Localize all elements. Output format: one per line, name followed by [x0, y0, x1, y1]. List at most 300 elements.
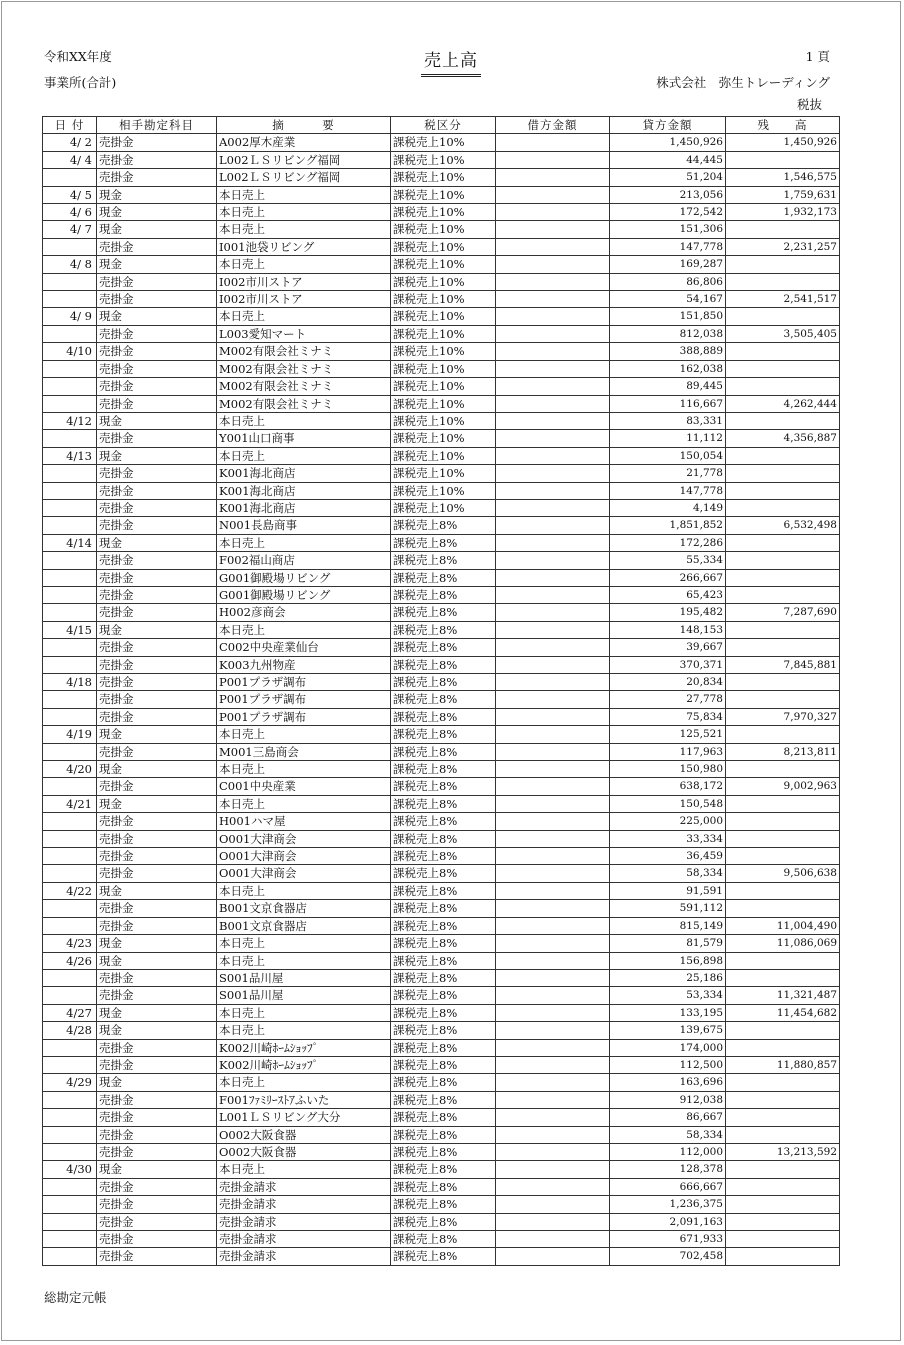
balance-cell: 7,845,881 [726, 656, 840, 673]
account-cell: 現金 [97, 447, 217, 464]
table-row [43, 848, 840, 865]
table-row [43, 1056, 840, 1073]
description-cell: 本日売上 [217, 952, 391, 969]
date-cell [43, 604, 97, 621]
debit-cell [496, 1039, 610, 1056]
description-cell: I002市川ストア [217, 273, 391, 290]
balance-cell [726, 378, 840, 395]
date-cell [43, 169, 97, 186]
account-cell: 売掛金 [97, 1126, 217, 1143]
tax-category-cell: 課税売上8% [391, 743, 496, 760]
credit-cell: 638,172 [610, 778, 726, 795]
debit-cell [496, 273, 610, 290]
description-cell: 売掛金請求 [217, 1196, 391, 1213]
account-cell: 売掛金 [97, 1231, 217, 1248]
date-cell: 4/10 [43, 343, 97, 360]
debit-cell [496, 151, 610, 168]
table-row [43, 604, 840, 621]
description-cell: M002有限会社ミナミ [217, 378, 391, 395]
table-row [43, 186, 840, 203]
tax-category-cell: 課税売上8% [391, 882, 496, 899]
table-row [43, 674, 840, 691]
date-cell [43, 482, 97, 499]
account-cell: 売掛金 [97, 639, 217, 656]
description-cell: Y001山口商事 [217, 430, 391, 447]
balance-cell: 11,454,682 [726, 1004, 840, 1021]
debit-cell [496, 395, 610, 412]
description-cell: 本日売上 [217, 256, 391, 273]
account-cell: 売掛金 [97, 674, 217, 691]
description-cell: 本日売上 [217, 186, 391, 203]
date-cell [43, 1248, 97, 1265]
balance-cell [726, 830, 840, 847]
balance-cell [726, 151, 840, 168]
table-row [43, 378, 840, 395]
account-cell: 現金 [97, 221, 217, 238]
balance-cell [726, 412, 840, 429]
credit-cell: 112,500 [610, 1056, 726, 1073]
balance-cell [726, 1213, 840, 1230]
date-cell [43, 586, 97, 603]
description-cell: 本日売上 [217, 621, 391, 638]
table-row [43, 291, 840, 308]
date-cell: 4/18 [43, 674, 97, 691]
account-cell: 売掛金 [97, 1213, 217, 1230]
tax-category-cell: 課税売上10% [391, 360, 496, 377]
balance-cell: 9,506,638 [726, 865, 840, 882]
balance-cell: 4,262,444 [726, 395, 840, 412]
tax-category-cell: 課税売上8% [391, 691, 496, 708]
credit-cell: 25,186 [610, 969, 726, 986]
account-cell: 現金 [97, 621, 217, 638]
account-cell: 売掛金 [97, 604, 217, 621]
credit-cell: 174,000 [610, 1039, 726, 1056]
debit-cell [496, 482, 610, 499]
tax-category-cell: 課税売上8% [391, 795, 496, 812]
table-row [43, 726, 840, 743]
table-row [43, 621, 840, 638]
credit-cell: 151,850 [610, 308, 726, 325]
balance-cell: 11,086,069 [726, 935, 840, 952]
date-cell [43, 813, 97, 830]
credit-cell: 54,167 [610, 291, 726, 308]
tax-category-cell: 課税売上8% [391, 604, 496, 621]
account-cell: 売掛金 [97, 482, 217, 499]
credit-cell: 172,542 [610, 204, 726, 221]
date-cell: 4/12 [43, 412, 97, 429]
credit-cell: 91,591 [610, 882, 726, 899]
table-row [43, 238, 840, 255]
description-cell: 本日売上 [217, 221, 391, 238]
debit-cell [496, 813, 610, 830]
table-row [43, 534, 840, 551]
description-cell: 本日売上 [217, 882, 391, 899]
balance-cell: 11,880,857 [726, 1056, 840, 1073]
tax-category-cell: 課税売上8% [391, 1231, 496, 1248]
debit-cell [496, 1213, 610, 1230]
tax-category-cell: 課税売上10% [391, 412, 496, 429]
date-cell [43, 639, 97, 656]
balance-cell [726, 1022, 840, 1039]
tax-category-cell: 課税売上8% [391, 639, 496, 656]
date-cell [43, 465, 97, 482]
date-cell [43, 1056, 97, 1073]
credit-cell: 139,675 [610, 1022, 726, 1039]
tax-category-cell: 課税売上8% [391, 1178, 496, 1195]
table-row [43, 204, 840, 221]
table-row [43, 935, 840, 952]
credit-cell: 195,482 [610, 604, 726, 621]
account-cell: 現金 [97, 952, 217, 969]
date-cell [43, 291, 97, 308]
date-cell [43, 430, 97, 447]
table-row [43, 430, 840, 447]
table-row [43, 900, 840, 917]
account-cell: 売掛金 [97, 708, 217, 725]
table-row [43, 482, 840, 499]
date-cell: 4/26 [43, 952, 97, 969]
account-cell: 売掛金 [97, 1178, 217, 1195]
date-cell [43, 865, 97, 882]
debit-cell [496, 586, 610, 603]
date-cell [43, 987, 97, 1004]
credit-cell: 591,112 [610, 900, 726, 917]
description-cell: I002市川ストア [217, 291, 391, 308]
account-cell: 売掛金 [97, 1196, 217, 1213]
credit-cell: 151,306 [610, 221, 726, 238]
table-row [43, 517, 840, 534]
account-cell: 売掛金 [97, 291, 217, 308]
balance-cell: 9,002,963 [726, 778, 840, 795]
credit-cell: 225,000 [610, 813, 726, 830]
description-cell: B001文京食器店 [217, 917, 391, 934]
date-cell: 4/29 [43, 1074, 97, 1091]
page-title-text: 売上高 [421, 46, 481, 77]
balance-cell [726, 761, 840, 778]
credit-cell: 156,898 [610, 952, 726, 969]
balance-cell: 1,546,575 [726, 169, 840, 186]
description-cell: H002彦商会 [217, 604, 391, 621]
debit-cell [496, 726, 610, 743]
debit-cell [496, 1196, 610, 1213]
account-cell: 売掛金 [97, 169, 217, 186]
credit-cell: 169,287 [610, 256, 726, 273]
credit-cell: 812,038 [610, 325, 726, 342]
header-row [43, 117, 840, 134]
tax-category-cell: 課税売上8% [391, 1161, 496, 1178]
balance-cell [726, 621, 840, 638]
credit-cell: 128,378 [610, 1161, 726, 1178]
account-cell: 売掛金 [97, 987, 217, 1004]
balance-cell [726, 586, 840, 603]
col-date: 日 付 [43, 117, 97, 134]
credit-cell: 51,204 [610, 169, 726, 186]
tax-category-cell: 課税売上10% [391, 378, 496, 395]
account-cell: 現金 [97, 204, 217, 221]
description-cell: I001池袋リビング [217, 238, 391, 255]
account-cell: 現金 [97, 256, 217, 273]
description-cell: C002中央産業仙台 [217, 639, 391, 656]
col-debit: 借方金額 [496, 117, 610, 134]
description-cell: 売掛金請求 [217, 1178, 391, 1195]
debit-cell [496, 238, 610, 255]
date-cell: 4/ 7 [43, 221, 97, 238]
credit-cell: 58,334 [610, 1126, 726, 1143]
balance-cell [726, 221, 840, 238]
account-cell: 売掛金 [97, 151, 217, 168]
balance-cell [726, 569, 840, 586]
description-cell: O001大津商会 [217, 848, 391, 865]
description-cell: 本日売上 [217, 412, 391, 429]
tax-category-cell: 課税売上8% [391, 1091, 496, 1108]
date-cell [43, 517, 97, 534]
date-cell [43, 830, 97, 847]
table-row [43, 813, 840, 830]
description-cell: A002厚木産業 [217, 134, 391, 151]
description-cell: O002大阪食器 [217, 1126, 391, 1143]
tax-category-cell: 課税売上10% [391, 447, 496, 464]
balance-cell [726, 795, 840, 812]
balance-cell [726, 1196, 840, 1213]
account-cell: 売掛金 [97, 1143, 217, 1160]
debit-cell [496, 935, 610, 952]
balance-cell: 11,004,490 [726, 917, 840, 934]
credit-cell: 86,806 [610, 273, 726, 290]
description-cell: K002川崎ﾎｰﾑｼｮｯﾌﾟ [217, 1056, 391, 1073]
credit-cell: 33,334 [610, 830, 726, 847]
debit-cell [496, 882, 610, 899]
date-cell [43, 1126, 97, 1143]
tax-category-cell: 課税売上8% [391, 1074, 496, 1091]
account-cell: 現金 [97, 1161, 217, 1178]
credit-cell: 702,458 [610, 1248, 726, 1265]
account-cell: 売掛金 [97, 743, 217, 760]
account-cell: 売掛金 [97, 1091, 217, 1108]
account-cell: 売掛金 [97, 691, 217, 708]
table-row [43, 1213, 840, 1230]
description-cell: B001文京食器店 [217, 900, 391, 917]
tax-category-cell: 課税売上8% [391, 987, 496, 1004]
tax-category-cell: 課税売上10% [391, 204, 496, 221]
description-cell: 本日売上 [217, 447, 391, 464]
credit-cell: 75,834 [610, 708, 726, 725]
table-row [43, 395, 840, 412]
date-cell [43, 743, 97, 760]
credit-cell: 36,459 [610, 848, 726, 865]
credit-cell: 125,521 [610, 726, 726, 743]
tax-category-cell: 課税売上8% [391, 656, 496, 673]
tax-category-cell: 課税売上8% [391, 708, 496, 725]
description-cell: F002福山商店 [217, 552, 391, 569]
date-cell [43, 273, 97, 290]
balance-cell [726, 969, 840, 986]
description-cell: 売掛金請求 [217, 1248, 391, 1265]
debit-cell [496, 639, 610, 656]
balance-cell [726, 499, 840, 516]
table-row [43, 865, 840, 882]
ledger-page [1, 1, 901, 1341]
account-cell: 売掛金 [97, 1039, 217, 1056]
date-cell [43, 378, 97, 395]
description-cell: 本日売上 [217, 726, 391, 743]
date-cell [43, 1196, 97, 1213]
account-cell: 売掛金 [97, 830, 217, 847]
balance-cell [726, 308, 840, 325]
description-cell: 本日売上 [217, 204, 391, 221]
table-row [43, 586, 840, 603]
account-cell: 売掛金 [97, 465, 217, 482]
ledger-header [43, 117, 840, 134]
debit-cell [496, 795, 610, 812]
tax-category-cell: 課税売上8% [391, 1109, 496, 1126]
balance-cell [726, 691, 840, 708]
credit-cell: 53,334 [610, 987, 726, 1004]
credit-cell: 163,696 [610, 1074, 726, 1091]
debit-cell [496, 186, 610, 203]
credit-cell: 912,038 [610, 1091, 726, 1108]
balance-cell: 1,450,926 [726, 134, 840, 151]
account-cell: 現金 [97, 726, 217, 743]
balance-cell: 13,213,592 [726, 1143, 840, 1160]
account-cell: 現金 [97, 412, 217, 429]
credit-cell: 266,667 [610, 569, 726, 586]
description-cell: 本日売上 [217, 308, 391, 325]
description-cell: K001海北商店 [217, 465, 391, 482]
date-cell: 4/ 5 [43, 186, 97, 203]
table-row [43, 656, 840, 673]
credit-cell: 83,331 [610, 412, 726, 429]
credit-cell: 671,933 [610, 1231, 726, 1248]
balance-cell [726, 360, 840, 377]
table-row [43, 1178, 840, 1195]
table-row [43, 1161, 840, 1178]
balance-cell [726, 465, 840, 482]
description-cell: 本日売上 [217, 1161, 391, 1178]
credit-cell: 27,778 [610, 691, 726, 708]
balance-cell [726, 848, 840, 865]
credit-cell: 117,963 [610, 743, 726, 760]
tax-category-cell: 課税売上10% [391, 325, 496, 342]
table-row [43, 830, 840, 847]
tax-category-cell: 課税売上10% [391, 186, 496, 203]
balance-cell: 4,356,887 [726, 430, 840, 447]
account-cell: 現金 [97, 761, 217, 778]
credit-cell: 213,056 [610, 186, 726, 203]
debit-cell [496, 830, 610, 847]
tax-category-cell: 課税売上10% [391, 343, 496, 360]
tax-category-cell: 課税売上8% [391, 1022, 496, 1039]
account-cell: 現金 [97, 935, 217, 952]
table-row [43, 412, 840, 429]
tax-category-cell: 課税売上8% [391, 1056, 496, 1073]
account-cell: 現金 [97, 534, 217, 551]
date-cell: 4/20 [43, 761, 97, 778]
debit-cell [496, 412, 610, 429]
balance-cell [726, 1161, 840, 1178]
debit-cell [496, 865, 610, 882]
balance-cell [726, 813, 840, 830]
balance-cell [726, 674, 840, 691]
table-row [43, 308, 840, 325]
date-cell [43, 848, 97, 865]
ledger-table [42, 116, 840, 1266]
tax-category-cell: 課税売上10% [391, 238, 496, 255]
debit-cell [496, 430, 610, 447]
table-row [43, 1022, 840, 1039]
date-cell [43, 552, 97, 569]
debit-cell [496, 674, 610, 691]
debit-cell [496, 169, 610, 186]
balance-cell: 7,287,690 [726, 604, 840, 621]
balance-cell [726, 534, 840, 551]
credit-cell: 1,851,852 [610, 517, 726, 534]
table-row [43, 552, 840, 569]
table-row [43, 952, 840, 969]
date-cell [43, 691, 97, 708]
table-row [43, 221, 840, 238]
debit-cell [496, 1004, 610, 1021]
tax-category-cell: 課税売上10% [391, 430, 496, 447]
tax-category-cell: 課税売上8% [391, 1004, 496, 1021]
table-row [43, 708, 840, 725]
credit-cell: 4,149 [610, 499, 726, 516]
debit-cell [496, 708, 610, 725]
account-cell: 売掛金 [97, 1056, 217, 1073]
tax-category-cell: 課税売上8% [391, 917, 496, 934]
description-cell: K003九州物産 [217, 656, 391, 673]
balance-cell: 8,213,811 [726, 743, 840, 760]
debit-cell [496, 1109, 610, 1126]
credit-cell: 39,667 [610, 639, 726, 656]
description-cell: L002ＬＳリビング福岡 [217, 151, 391, 168]
table-row [43, 569, 840, 586]
date-cell [43, 708, 97, 725]
debit-cell [496, 1161, 610, 1178]
description-cell: G001御殿場リビング [217, 586, 391, 603]
tax-category-cell: 課税売上10% [391, 395, 496, 412]
account-cell: 売掛金 [97, 917, 217, 934]
debit-cell [496, 621, 610, 638]
account-cell: 現金 [97, 1074, 217, 1091]
description-cell: 本日売上 [217, 1074, 391, 1091]
description-cell: 本日売上 [217, 1022, 391, 1039]
date-cell [43, 238, 97, 255]
credit-cell: 116,667 [610, 395, 726, 412]
table-row [43, 499, 840, 516]
balance-cell: 2,231,257 [726, 238, 840, 255]
debit-cell [496, 343, 610, 360]
date-cell [43, 325, 97, 342]
table-row [43, 1248, 840, 1265]
date-cell [43, 395, 97, 412]
debit-cell [496, 1143, 610, 1160]
debit-cell [496, 761, 610, 778]
debit-cell [496, 656, 610, 673]
table-row [43, 969, 840, 986]
balance-cell [726, 1109, 840, 1126]
table-row [43, 169, 840, 186]
account-cell: 売掛金 [97, 430, 217, 447]
balance-cell: 11,321,487 [726, 987, 840, 1004]
debit-cell [496, 691, 610, 708]
date-cell: 4/23 [43, 935, 97, 952]
account-cell: 売掛金 [97, 656, 217, 673]
date-cell [43, 1039, 97, 1056]
debit-cell [496, 447, 610, 464]
debit-cell [496, 1248, 610, 1265]
table-row [43, 917, 840, 934]
table-row [43, 1126, 840, 1143]
